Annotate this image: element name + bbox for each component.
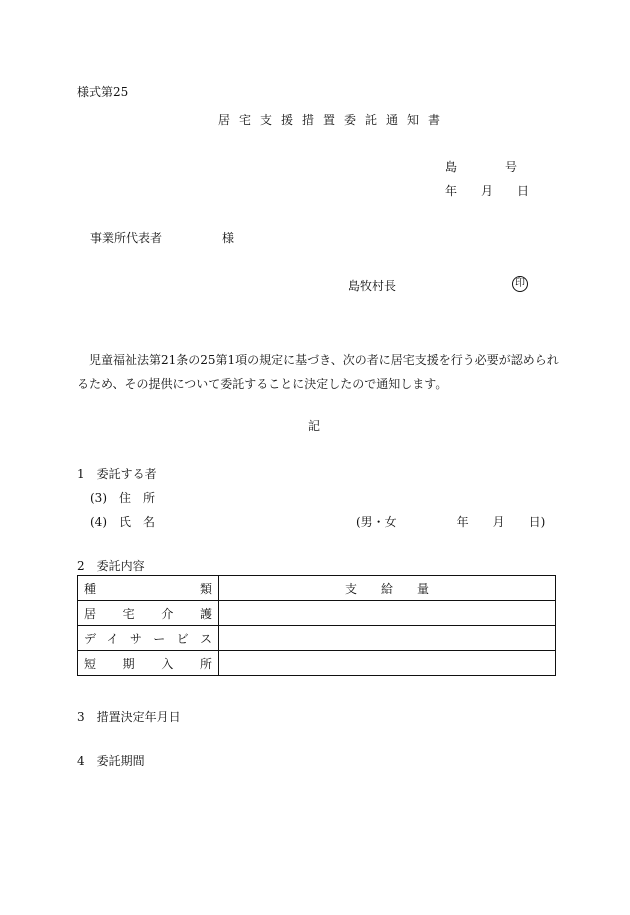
seal-mark xyxy=(512,276,528,292)
table-row xyxy=(78,626,556,651)
seal-label: 印 xyxy=(515,278,525,289)
address-label: (3) 住 所 xyxy=(90,491,155,505)
table-header-row xyxy=(78,576,556,601)
row-kind: 短期入所 xyxy=(78,651,219,676)
issue-date-line: 年 月 日 xyxy=(445,184,530,198)
body-text-line-1: 児童福祉法第21条の25第1項の規定に基づき、次の者に居宅支援を行う必要が認められ xyxy=(89,353,559,367)
section-4-heading: 4 委託期間 xyxy=(77,754,145,768)
header-kind: 種類 xyxy=(78,576,219,601)
row-kind: 居宅介護 xyxy=(78,601,219,626)
row-amount xyxy=(219,626,556,651)
body-text-line-2: るため、その提供について委託することに決定したので通知します。 xyxy=(77,377,448,391)
addressee: 事業所代表者 様 xyxy=(90,231,235,245)
ki-heading: 記 xyxy=(308,419,321,433)
row-amount xyxy=(219,651,556,676)
section-2-heading: 2 委託内容 xyxy=(77,559,145,573)
document-title: 居宅支援措置委託通知書 xyxy=(218,113,450,127)
table-row xyxy=(78,651,556,676)
row-amount xyxy=(219,601,556,626)
section-3-heading: 3 措置決定年月日 xyxy=(77,710,181,724)
issue-number-line: 島 号 xyxy=(445,160,518,174)
section-1-heading: 1 委託する者 xyxy=(77,467,157,481)
commission-table xyxy=(77,575,556,676)
sex-birthdate: (男・女 年 月 日) xyxy=(356,515,546,529)
table-row xyxy=(78,601,556,626)
header-amount: 支 給 量 xyxy=(219,576,556,601)
issuer-name: 島牧村長 xyxy=(348,279,397,293)
name-label: (4) 氏 名 xyxy=(90,515,155,529)
row-kind: デイサービス xyxy=(78,626,219,651)
body-text xyxy=(77,348,559,396)
form-number: 様式第25 xyxy=(77,85,129,99)
